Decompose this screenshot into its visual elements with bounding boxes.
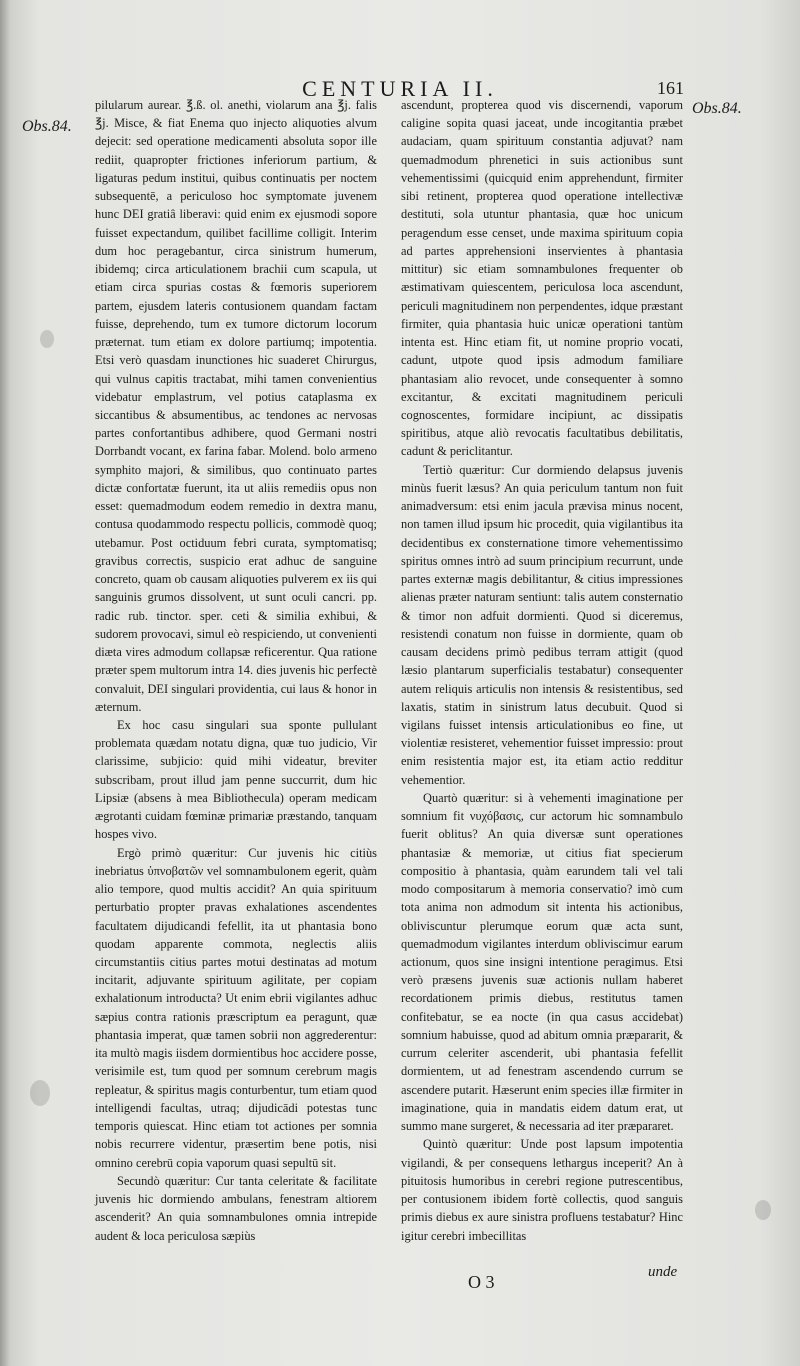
paragraph: Quintò quæritur: Unde post lapsum impotentia vigilandi, & per consequens lethargus inceperit? An à pituitosis humoribus in cerebri regione putrescentibus, per contusionem ibidem fortè collectis, quod sanguis primis diebus ex aure sinistra profluens testabatur? Hinc igitur cerebri imbecillitas	[401, 1137, 683, 1243]
page-footer	[0, 1264, 800, 1294]
right-column	[401, 96, 683, 1245]
left-column	[95, 96, 377, 1245]
paragraph: Quartò quæritur: si à vehementi imaginatione per somnium fit νυχόβασις, cur actorum hic somnambulo fuerit oblitus? An quia diversæ sunt operationes phantasiæ & memoriæ, ut citius fiat specierum compositio à phantasia, quàm earundem tali vel tali modo compositarum à memoria conservatio? imò cum tota anima non admodum sit intenta his actionibus, obliviscuntur plerumque eorum quæ acta sunt, quemadmodum vigilantes interdum obliviscimur earum actionum, quos sine insigni intentione peragimus. Etsi verò præsens juvenis suæ actionis nullam haberet recordationem primis diebus, restitutus tamen confitebatur, se ea nocte (in qua casus accidebat) somnium habuisse, quod ad abitum omnia præpararit, & currum celeriter ascenderit, ubi phantasia fefellit dormientem, ut ad fenestram ascendendo currum se ascendere putarit. Hæserunt enim species illæ firmiter in imaginatione, quia in mandatis eidem datum erat, ut summo mane surgeret, & necessaria ad iter præpararet.	[401, 790, 683, 1134]
catchword: unde	[648, 1264, 678, 1280]
paper-stain	[755, 1200, 771, 1220]
paragraph: ascendunt, propterea quod vis discernendi, vaporum caligine sopita quasi jaceat, unde incogitantia præbet audaciam, quam spirituum constantia adjuvat? nam quemadmodum phrenetici in suis actionibus sunt vehementissimi (quicquid enim apprehendunt, firmiter sibi retinent, propterea quod operatione intellectivæ destituti, sola utuntur phantasia, quæ hoc unicum peragendum esse censet, unde maxima spirituum copia ad partes apprehensioni inservientes à phantasia mittitur) sic etiam somnambulones frequenter ob æstimativam quiescentem, periculosa loca ascendunt, periculi magnitudinem non perpendentes, idque præstant firmiter, quia phantasia huic unicæ operationi tantùm intenta est. Hinc etiam fit, ut nomine proprio vocati, cadunt, utpote quod ipsis admodum familiare phantasiam alio revocet, unde consequenter à somno excitantur, & excitati magnitudinem periculi cognoscentes, formidare incipiunt, ac dissipatis spiritibus, atque aliò revocatis facultatibus debilitatis, cadunt & periclitantur.	[401, 98, 683, 459]
signature-mark: O 3	[468, 1272, 495, 1292]
paragraph: Tertiò quæritur: Cur dormiendo delapsus juvenis minùs fuerit læsus? An quia periculum tantum non fuit animadversum: etsi enim jacula prævisa minus nocent, non tamen illud ipsum hic procedit, quia vigilantibus ita decidentibus ex consternatione timore vehementissimo spiritus omnes intrò ad suum principium recurrunt, unde partes externæ magis debilitantur, & citius impressiones alienas præter naturam sentiunt: talis autem consternatio & timor non adfuit dormienti. Quod si diceremus, resistendi conatum non fuisse in dormiente, quam ob causam decidens primò pedibus terram attigit (quod læsio plantarum superficialis testabatur) consequenter autem reliquis articulis non intensis & resistentibus, sed laxatis, statim in sinistrum latus decubuit. Quod si vigilans fuisset intensis articulationibus eo fine, ut violentiæ resisteret, vehementior fuisset impressio: prout enim resistentia major est, ita etiam actio redditur vehementior.	[401, 462, 683, 787]
paper-stain	[40, 330, 54, 348]
paragraph: pilularum aurear. ℥.ß. ol. anethi, violarum ana ℥j. falis ℥j. Misce, & fiat Enema quo injecto aliquoties alvum dejecit: sed operatione medicamenti absoluta sopor ille rediit, quapropter frictiones inferiorum partium, & ligaturas pedum institui, quibus continuatis per noctem subsequentē, a periculoso hoc symptomate juvenem hunc DEI gratiâ liberavi: quid enim ex ejusmodi sopore fuisset expectandum, quilibet facillime colligit. Interim dum hoc peragebantur, circa sinistrum humerum, ibidemq; circa articulationem brachii cum scapula, ut etiam circa spurias costas & fœmoris superiorem partem, ejusdem lateris contusionem quandam factam fuisse, deprehendo, tum ex tumore dictorum locorum præternat. tum etiam ex dolore partiumq; impotentia. Etsi verò quasdam inunctiones hic suaderet Chirurgus, qui vulnus capitis tractabat, mihi tamen convenientius videbatur emplastrum, vel potius cataplasma ex siccantibus & absumentibus, ac tendones ac nervosas partes confortantibus adhibere, quod Germani nostri Dorrbandt vocant, ex farina fabar. Molend. bolo armeno symphito majori, & similibus, quo continuato partes dictæ confortatæ fuerunt, ita ut aliis remediis opus non esset: quemadmodum eodem remedio in dextra manu, contusa quodammodo respectu pollicis, commodè quoq; utebamur. Post octiduum febri curata, symptomatisq; gravibus correctis, suspicio erat adhuc de sanguine concreto, quam ob causam aliquoties pulverem ex iis qui sanguinis grumos dissolvent, ut sunt oculi cancri. pp. radic rub. tinctor. sper. ceti & similia exhibui, & sudorem provocavi, simul eò respiciendo, ut convenienti diæta vires admodum collapsæ reficerentur. Qua ratione præter spem multorum intra 14. dies juvenis hic perfectè convaluit, DEI singulari providentia, cui laus & honor in æternum.	[95, 98, 377, 714]
margin-note-right: Obs.84.	[692, 100, 742, 117]
page-number: 161	[657, 78, 684, 98]
paragraph: Ex hoc casu singulari sua sponte pullulant problemata quædam notatu digna, quæ tuo judicio, Vir clarissime, subjicio: quid mihi videatur, breviter subscribam, prout illud jam penne succurrit, dum hic Lipsiæ (absens à mea Bibliothecula) operam medicam ægrotanti cuidam fœminæ primariæ præstando, tanquam hospes vivo.	[95, 717, 377, 842]
paragraph: Ergò primò quæritur: Cur juvenis hic citiùs inebriatus ὑπνοβατῶν vel somnambulonem egerit, quàm alio tempore, quod multis accidit? An quia spirituum perturbatio propter pravas exhalationes ascendentes facultatem dijudicandi fefellit, ita ut phantasia bono quodam apparente commota, neglectis aliis circumstantiis citius partes motui destinatas ad motum incitarit, adjuvante spirituum agilitate, per copiam exhalationum introducta? Ut enim ebrii vigilantes adhuc sæpius contra rationis præscriptum ea peragunt, quæ phantasia imperat, quæ tamen sobrii non aggrederentur: ita multò magis iisdem dormientibus hoc accidere posse, verisimile est, tum quod per somnum cerebrum magis repleatur, & spiritus magis conturbentur, tum etiam quod intelligendi facultas, utraq; dijudicādi potestas tunc temporis quiescat. Hinc etiam tot actiones per somnia nobis recurrere videntur, præsertim bene potis, nisi omnino cerebrū copia vaporum quasi sepultū sit.	[95, 845, 377, 1170]
paper-stain	[30, 1080, 50, 1106]
margin-note-left: Obs.84.	[22, 118, 72, 135]
running-title: CENTURIA II.	[302, 76, 498, 101]
paragraph: Secundò quæritur: Cur tanta celeritate & facilitate juvenis hic dormiendo ambulans, fenestram altiorem ascenderit? An quia somnambulones omnia intrepide audent & loca periculosa sæpiùs	[95, 1173, 377, 1243]
